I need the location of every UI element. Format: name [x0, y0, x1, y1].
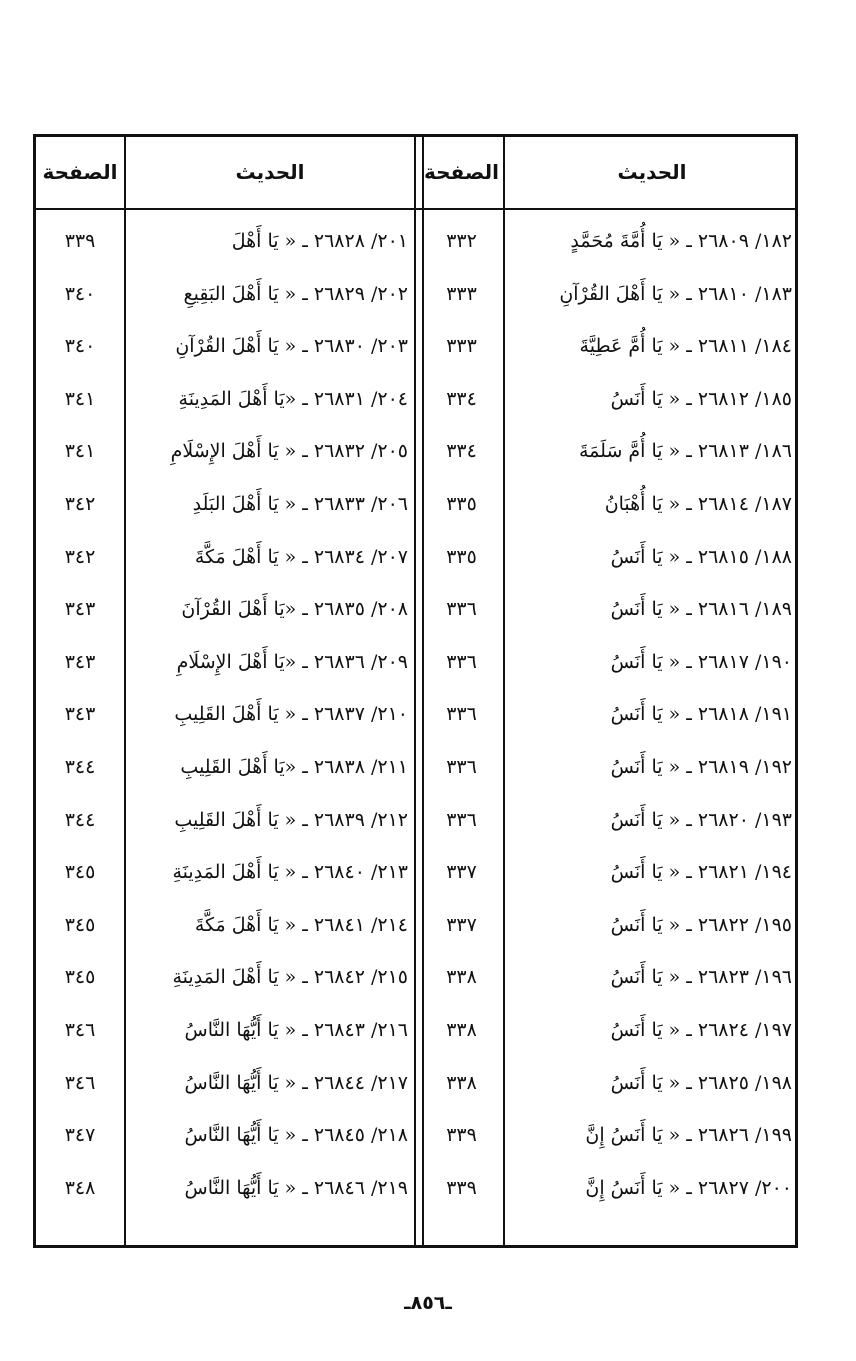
header-page-left: الصفحة: [42, 160, 118, 184]
header-hadith-right: الحديث: [617, 160, 687, 184]
hadith-entry-left: ٢٠٧/ ٢٦٨٣٤ ـ « يَا أَهْلَ مَكَّةَ: [194, 545, 408, 568]
hadith-entry-right: ١٨٧/ ٢٦٨١٤ ـ « يَا أُهْبَانُ: [604, 493, 792, 515]
page-number-left: ٣٤٢: [64, 493, 96, 515]
page-number-left: ٣٤٣: [64, 703, 96, 726]
page-number-right: ٣٣٦: [446, 598, 477, 621]
table-row: [36, 794, 795, 846]
page-number-right: ٣٣٣: [446, 335, 477, 358]
page-number-left: ٣٤٨: [64, 1176, 96, 1199]
page-number-right: ٣٣٦: [446, 650, 477, 673]
page-number-right: ٣٣٧: [446, 861, 477, 884]
hadith-entry-left: ٢٠٣/ ٢٦٨٣٠ ـ « يَا أَهْلَ القُرْآنِ: [175, 335, 408, 358]
hadith-entry-left: ٢٠١/ ٢٦٨٢٨ ـ « يَا أَهْلَ: [231, 230, 408, 252]
table-row: [36, 1004, 795, 1056]
table-row: [36, 268, 795, 320]
page-number-right: ٣٣٩: [446, 1176, 477, 1199]
page-number-right: ٣٣٣: [446, 282, 477, 305]
hadith-entry-right: ١٩٩/ ٢٦٨٢٦ ـ « يَا أَنَسُ إِنَّ: [585, 1124, 792, 1147]
page-number-left: ٣٤٠: [64, 335, 96, 358]
page-number-right: ٣٣٦: [446, 756, 477, 778]
table-row: [36, 636, 795, 688]
hadith-entry-right: ١٨٣/ ٢٦٨١٠ ـ « يَا أَهْلَ القُرْآنِ: [559, 282, 792, 305]
hadith-entry-left: ٢٠٢/ ٢٦٨٢٩ ـ « يَا أَهْلَ البَقِيعِ: [183, 282, 408, 305]
hadith-entry-left: ٢١٣/ ٢٦٨٤٠ ـ « يَا أَهْلَ المَدِينَةِ: [172, 861, 408, 884]
index-table: [33, 134, 798, 1248]
table-row: [36, 846, 795, 898]
page-number-right: ٣٣٨: [446, 1071, 477, 1094]
table-row: [36, 1109, 795, 1161]
page-number-right: ٣٣٩: [446, 1124, 477, 1147]
table-row: [36, 531, 795, 583]
hadith-entry-left: ٢١٩/ ٢٦٨٤٦ ـ « يَا أَيُّهَا النَّاسُ: [184, 1176, 408, 1199]
hadith-entry-right: ١٩٧/ ٢٦٨٢٤ ـ « يَا أَنَسُ: [610, 1019, 792, 1041]
hadith-entry-left: ٢٠٥/ ٢٦٨٣٢ ـ « يَا أَهْلَ الإِسْلَامِ: [170, 440, 408, 463]
hadith-entry-left: ٢٠٨/ ٢٦٨٣٥ ـ «يَا أَهْلَ القُرْآنَ: [181, 598, 408, 621]
page-number-left: ٣٤٠: [64, 282, 96, 305]
page-number-left: ٣٤٥: [64, 913, 96, 936]
table-row: [36, 1162, 795, 1214]
hadith-entry-left: ٢١٥/ ٢٦٨٤٢ ـ « يَا أَهْلَ المَدِينَةِ: [172, 966, 408, 989]
hadith-entry-right: ١٩٣/ ٢٦٨٢٠ ـ « يَا أَنَسُ: [610, 808, 792, 831]
page-number-right: ٣٣٨: [446, 966, 477, 989]
page-number-left: ٣٤٥: [64, 861, 96, 884]
hadith-entry-left: ٢١٠/ ٢٦٨٣٧ ـ « يَا أَهْلَ القَلِيبِ: [174, 703, 408, 726]
table-row: [36, 688, 795, 740]
table-row: [36, 373, 795, 425]
page-number-left: ٣٤٦: [64, 1071, 96, 1094]
hadith-entry-left: ٢١٧/ ٢٦٨٤٤ ـ « يَا أَيُّهَا النَّاسُ: [184, 1071, 408, 1094]
page-number-right: ٣٣٢: [446, 230, 477, 252]
hadith-entry-right: ١٩٢/ ٢٦٨١٩ ـ « يَا أَنَسُ: [610, 756, 792, 778]
hadith-entry-right: ١٨٩/ ٢٦٨١٦ ـ « يَا أَنَسُ: [610, 598, 792, 621]
page-number-left: ٣٤١: [64, 387, 96, 410]
hadith-entry-right: ١٩٥/ ٢٦٨٢٢ ـ « يَا أَنَسُ: [610, 913, 792, 936]
page-number-left: ٣٤١: [64, 440, 96, 463]
table-row: [36, 320, 795, 372]
page-number-left: ٣٤٧: [64, 1124, 96, 1147]
hadith-entry-left: ٢١٤/ ٢٦٨٤١ ـ « يَا أَهْلَ مَكَّةَ: [194, 913, 408, 936]
hadith-entry-right: ١٨٢/ ٢٦٨٠٩ ـ « يَا أُمَّةَ مُحَمَّدٍ: [570, 230, 792, 252]
table-row: [36, 583, 795, 635]
page-number-right: ٣٣٦: [446, 703, 477, 726]
hadith-entry-left: ٢١٨/ ٢٦٨٤٥ ـ « يَا أَيُّهَا النَّاسُ: [184, 1124, 408, 1147]
hadith-entry-right: ١٨٤/ ٢٦٨١١ ـ « يَا أُمَّ عَطِيَّةَ: [579, 335, 792, 358]
hadith-entry-left: ٢١٦/ ٢٦٨٤٣ ـ « يَا أَيُّهَا النَّاسُ: [184, 1019, 408, 1041]
hadith-entry-right: ١٩٠/ ٢٦٨١٧ ـ « يَا أَنَسُ: [610, 650, 792, 673]
page-number-left: ٣٤٢: [64, 545, 96, 568]
page-number: ـ٨٥٦ـ: [404, 1292, 452, 1314]
page-number-left: ٣٤٣: [64, 598, 96, 621]
hadith-entry-left: ٢١٢/ ٢٦٨٣٩ ـ « يَا أَهْلَ القَلِيبِ: [174, 808, 408, 831]
hadith-entry-right: ١٩٨/ ٢٦٨٢٥ ـ « يَا أَنَسُ: [610, 1071, 792, 1094]
page-number-left: ٣٣٩: [64, 230, 96, 252]
page-number-right: ٣٣٨: [446, 1019, 477, 1041]
hadith-entry-right: ١٨٨/ ٢٦٨١٥ ـ « يَا أَنَسُ: [610, 545, 792, 568]
table-row: [36, 425, 795, 477]
hadith-entry-left: ٢٠٦/ ٢٦٨٣٣ ـ « يَا أَهْلَ البَلَدِ: [192, 493, 408, 515]
table-row: [36, 1057, 795, 1109]
page-number-right: ٣٣٦: [446, 808, 477, 831]
hadith-entry-right: ١٨٦/ ٢٦٨١٣ ـ « يَا أُمَّ سَلَمَةَ: [579, 440, 792, 463]
header-page-right: الصفحة: [423, 160, 499, 184]
page-number-right: ٣٣٥: [446, 545, 477, 568]
page-number-right: ٣٣٤: [446, 387, 477, 410]
hadith-entry-right: ١٩٤/ ٢٦٨٢١ ـ « يَا أَنَسُ: [610, 861, 792, 884]
header-hadith-left: الحديث: [235, 160, 305, 184]
page-number-right: ٣٣٧: [446, 913, 477, 936]
hadith-entry-left: ٢٠٤/ ٢٦٨٣١ ـ «يَا أَهْلَ المَدِينَةِ: [178, 387, 408, 410]
table-row: [36, 951, 795, 1003]
page-number-right: ٣٣٤: [446, 440, 477, 463]
page-number-left: ٣٤٦: [64, 1019, 96, 1041]
page-number-left: ٣٤٥: [64, 966, 96, 989]
hadith-entry-right: ١٩١/ ٢٦٨١٨ ـ « يَا أَنَسُ: [610, 703, 792, 726]
table-row: [36, 478, 795, 530]
table-row: [36, 899, 795, 951]
page-number-left: ٣٤٣: [64, 650, 96, 673]
table-row: [36, 741, 795, 793]
page-number-left: ٣٤٤: [64, 756, 96, 778]
hadith-entry-right: ٢٠٠/ ٢٦٨٢٧ ـ « يَا أَنَسُ إِنَّ: [585, 1176, 792, 1199]
page-number-left: ٣٤٤: [64, 808, 96, 831]
hadith-entry-left: ٢٠٩/ ٢٦٨٣٦ ـ «يَا أَهْلَ الإِسْلَامِ: [176, 650, 408, 673]
page-number-right: ٣٣٥: [446, 493, 477, 515]
hadith-entry-right: ١٩٦/ ٢٦٨٢٣ ـ « يَا أَنَسُ: [610, 966, 792, 989]
hadith-entry-left: ٢١١/ ٢٦٨٣٨ ـ «يَا أَهْلَ القَلِيبِ: [180, 756, 408, 778]
hadith-entry-right: ١٨٥/ ٢٦٨١٢ ـ « يَا أَنَسُ: [610, 387, 792, 410]
table-row: [36, 215, 795, 267]
